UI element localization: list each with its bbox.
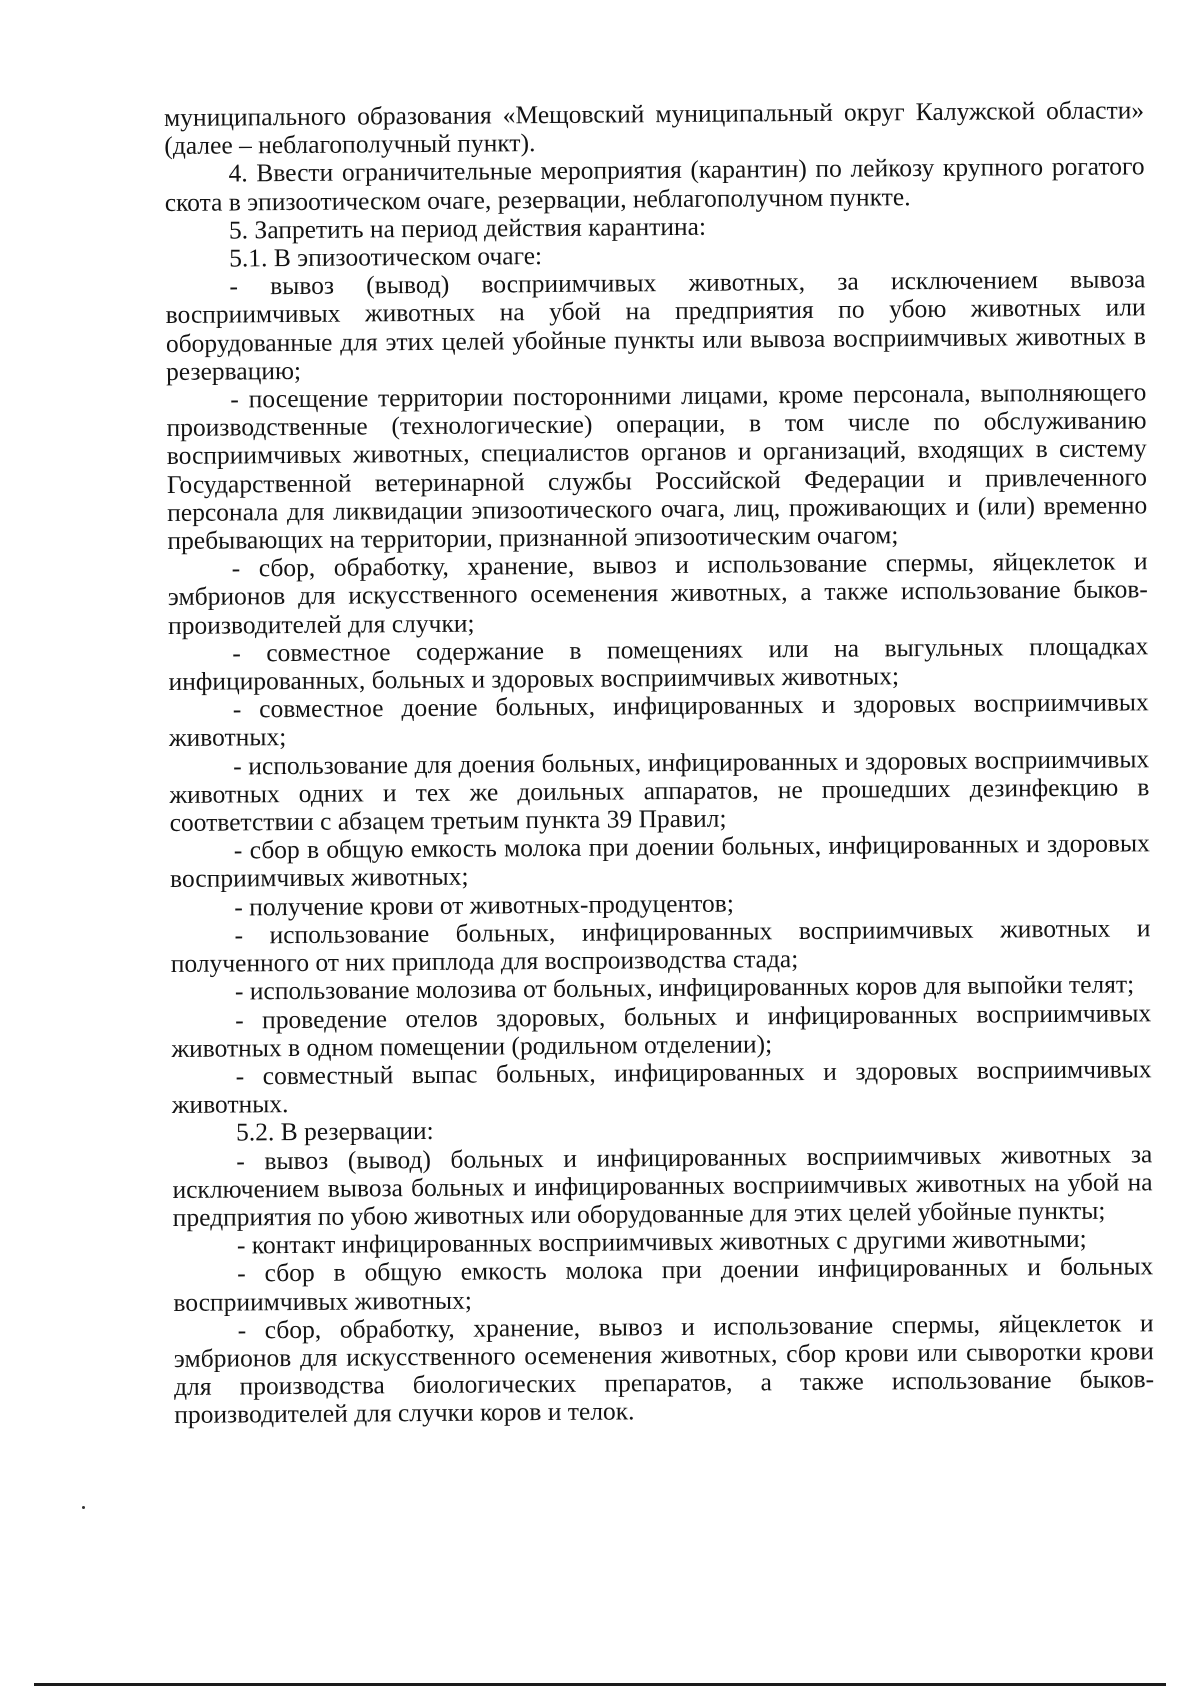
paragraph: - проведение отелов здоровых, больных и инфицированных восприимчивых животных в одном помещении (родильном отделении); [171,997,1152,1063]
paragraph: 5.1. В эпизоотическом очаге: [229,241,543,273]
paragraph: - совместный выпас больных, инфицированных и здоровых восприимчивых животных. [171,1054,1152,1120]
paragraph: - совместное доение больных, инфицированных и здоровых восприимчивых животных; [168,687,1149,753]
paragraph: 4. Ввести ограничительные мероприятия (карантин) по лейкозу крупного рогатого скота в эпизоотическом очаге, резервации, неблагополучном пункте. [164,151,1145,217]
paragraph: - посещение территории посторонними лицами, кроме персонала, выполняющего производственные (технологические) операции, в том числе по обслуживанию восприимчивых животных, специалистов органов и организаций, входящих в систему Государственной ветеринарной службы Российской Федерации и привлеченного персонала для ликвидации эпизоотического очага, лиц, проживающих и (или) временно пребывающих на территории, признанной эпизоотическим очагом; [166,377,1148,556]
paragraph: - получение крови от животных-продуцентов; [234,888,734,922]
paragraph: - вывоз (вывод) больных и инфицированных восприимчивых животных за исключением вывоза больных и инфицированных восприимчивых животных на убой на предприятия по убою животных или оборудованные для этих целей убойные пункты; [172,1138,1153,1232]
paragraph: - сбор в общую емкость молока при доении инфицированных и больных восприимчивых животных; [173,1251,1154,1317]
scan-speck [82,1506,85,1509]
paragraph: - сбор, обработку, хранение, вывоз и использование спермы, яйцеклеток и эмбрионов для искусственного осеменения животных, а также использование быков-производителей для случки; [167,546,1148,640]
paragraph: 5.2. В резервации: [235,1116,434,1147]
paragraph: - вывоз (вывод) восприимчивых животных, за исключением вывоза восприимчивых животных на убой на предприятия по убою животных или оборудованные для этих целей убойные пункты или вывоза восприимчивых животных в резервацию; [165,264,1146,386]
paragraph: - использование для доения больных, инфицированных и здоровых восприимчивых животных одних и тех же доильных аппаратов, не прошедших дезинфекцию в соответствии с абзацем третьим пункта 39 Правил; [169,743,1150,838]
paragraph: 5. Запретить на период действия карантина: [228,211,707,245]
paragraph: - совместное содержание в помещениях или на выгульных площадках инфицированных, больных и здоровых восприимчивых животных; [168,631,1149,697]
paragraph: - сбор, обработку, хранение, вывоз и использование спермы, яйцеклеток и эмбрионов для искусственного осеменения животных, сбор крови или сыворотки крови для производства биологических препаратов, а также использование быков-производителей для случки коров и телок. [173,1308,1155,1430]
paragraph: - контакт инфицированных восприимчивых животных с другими животными; [236,1223,1087,1260]
paragraph: - использование больных, инфицированных восприимчивых животных и полученного от них приплода для воспроизводства стада; [170,913,1151,979]
paragraph: - сбор в общую емкость молока при доении больных, инфицированных и здоровых восприимчивых животных; [169,828,1150,894]
page-bottom-rule [34,1683,1166,1686]
paragraph: муниципального образования «Мещовский муниципальный округ Калужской области» (далее – неблагополучный пункт). [163,95,1145,161]
paragraph: - использование молозива от больных, инфицированных коров для выпойки телят; [234,969,1135,1006]
document-body [164,96,1154,1429]
